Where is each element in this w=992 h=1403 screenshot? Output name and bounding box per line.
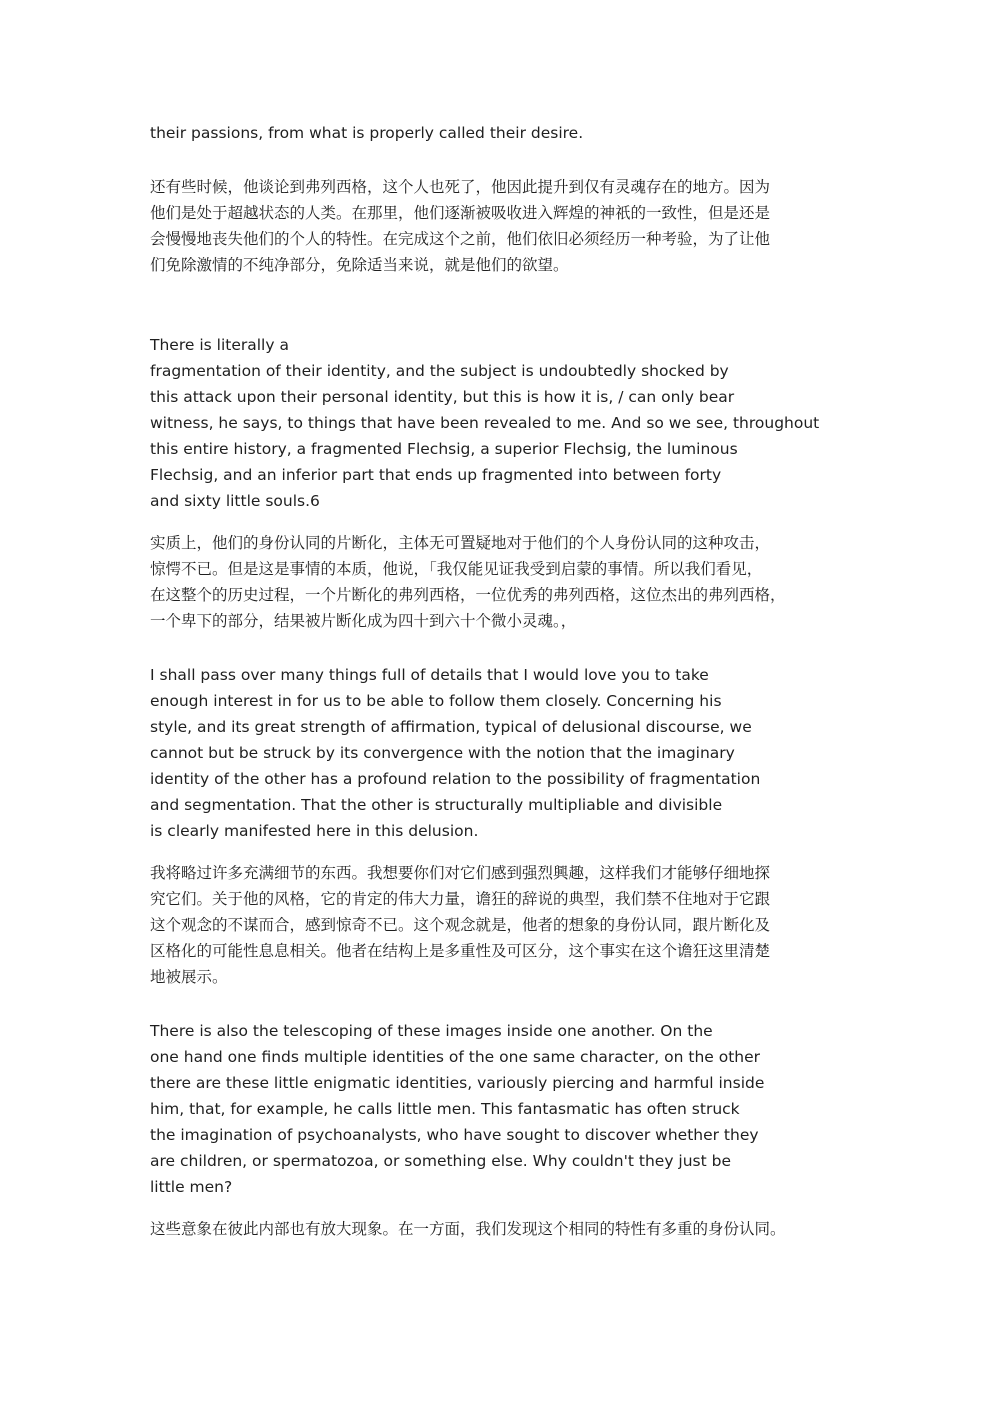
text-line: 一个卑下的部分，结果被片断化成为四十到六十个微小灵魂。， (150, 612, 577, 630)
text-line: little men? (150, 1178, 233, 1196)
text-line: Flechsig, and an inferior part that ends up fragmented into between forty (150, 466, 722, 484)
text-line: 这些意象在彼此内部也有放大现象。在一方面，我们发现这个相同的特性有多重的身份认同。 (150, 1220, 786, 1238)
text-line: There is also the telescoping of these images inside one another. On the (150, 1022, 713, 1040)
paragraph-en-1 (150, 120, 850, 146)
text-line: 在这整个的历史过程，一个片断化的弗列西格，一位优秀的弗列西格，这位杰出的弗列西格， (150, 586, 786, 604)
paragraph-en-3 (150, 662, 850, 844)
text-line: enough interest in for us to be able to follow them closely. Concerning his (150, 692, 722, 710)
text-line: this attack upon their personal identity, but this is how it is, / can only bear (150, 388, 735, 406)
text-line: 他们是处于超越状态的人类。在那里，他们逐渐被吸收进入辉煌的神祇的一致性，但是还是 (150, 204, 771, 222)
text-line: there are these little enigmatic identities, variously piercing and harmful inside (150, 1074, 765, 1092)
paragraph-zh-1 (150, 174, 850, 278)
text-line: 我将略过许多充满细节的东西。我想要你们对它们感到强烈興趣，这样我们才能够仔细地探 (150, 864, 771, 882)
text-line: I shall pass over many things full of details that I would love you to take (150, 666, 709, 684)
text-line: and segmentation. That the other is structurally multipliable and divisible (150, 796, 723, 814)
text-line: fragmentation of their identity, and the subject is undoubtedly shocked by (150, 362, 729, 380)
text-line: 惊愕不已。但是这是事情的本质，他说，「我仅能见证我受到启蒙的事情。所以我们看见， (150, 560, 763, 578)
text-line: 实质上，他们的身份认同的片断化，主体无可置疑地对于他们的个人身份认同的这种攻击， (150, 534, 771, 552)
text-line: 还有些时候，他谈论到弗列西格，这个人也死了，他因此提升到仅有灵魂存在的地方。因为 (150, 178, 771, 196)
text-line: identity of the other has a profound relation to the possibility of fragmentation (150, 770, 761, 788)
paragraph-en-4 (150, 1018, 850, 1200)
paragraph-zh-2 (150, 530, 850, 634)
text-line: There is literally a (150, 336, 289, 354)
paragraph-en-2 (150, 332, 850, 514)
text-line: him, that, for example, he calls little men. This fantasmatic has often struck (150, 1100, 740, 1118)
paragraph-zh-3 (150, 860, 850, 990)
text-line: witness, he says, to things that have been revealed to me. And so we see, throughout (150, 414, 820, 432)
text-line: 会慢慢地丧失他们的个人的特性。在完成这个之前，他们依旧必须经历一种考验，为了让他 (150, 230, 771, 248)
paragraph-zh-4 (150, 1216, 850, 1242)
text-line: style, and its great strength of affirmation, typical of delusional discourse, we (150, 718, 752, 736)
text-line: are children, or spermatozoa, or something else. Why couldn't they just be (150, 1152, 732, 1170)
text-line: their passions, from what is properly called their desire. (150, 124, 584, 142)
text-line: this entire history, a fragmented Flechsig, a superior Flechsig, the luminous (150, 440, 738, 458)
text-line: one hand one finds multiple identities of the one same character, on the other (150, 1048, 761, 1066)
text-line: is clearly manifested here in this delusion. (150, 822, 479, 840)
text-line: 究它们。关于他的风格，它的肯定的伟大力量，谵狂的辞说的典型，我们禁不住地对于它跟 (150, 890, 771, 908)
text-line: and sixty little souls.6 (150, 492, 320, 510)
text-line: 地被展示。 (150, 968, 228, 986)
text-line: cannot but be struck by its convergence with the notion that the imaginary (150, 744, 735, 762)
text-line: 区格化的可能性息息相关。他者在结构上是多重性及可区分，这个事实在这个谵狂这里清楚 (150, 942, 771, 960)
text-line: 这个观念的不谋而合，感到惊奇不已。这个观念就是，他者的想象的身份认同，跟片断化及 (150, 916, 771, 934)
text-line: 们免除激情的不纯净部分，免除适当来说，就是他们的欲望。 (150, 256, 569, 274)
text-line: the imagination of psychoanalysts, who have sought to discover whether they (150, 1126, 759, 1144)
document-page (150, 120, 850, 1242)
